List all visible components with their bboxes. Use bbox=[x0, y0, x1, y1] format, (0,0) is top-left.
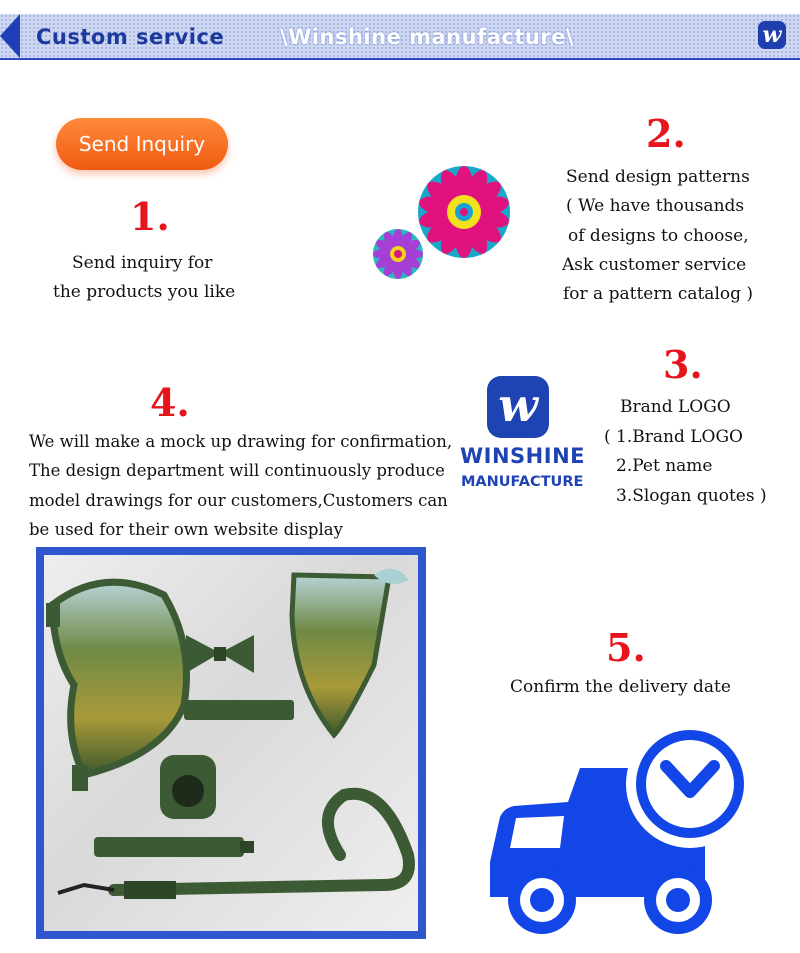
winshine-logo-icon: w bbox=[487, 376, 549, 438]
winshine-logo-name: WINSHINE bbox=[460, 444, 585, 468]
step1-line-2: the products you like bbox=[53, 282, 236, 302]
step4-line-4: be used for their own website display bbox=[29, 520, 343, 539]
step3-number: 3. bbox=[663, 342, 703, 387]
step3-line-1: Brand LOGO bbox=[620, 397, 731, 417]
pet-harness-set-image bbox=[44, 555, 418, 931]
step5-line-1: Confirm the delivery date bbox=[510, 677, 731, 697]
step3-line-4: 3.Slogan quotes ) bbox=[616, 486, 767, 506]
step2-line-4: Ask customer service bbox=[562, 255, 747, 275]
step5-number: 5. bbox=[606, 625, 646, 670]
step2-number: 2. bbox=[646, 111, 686, 156]
step4-line-2: The design department will continuously produce bbox=[29, 461, 445, 480]
flower-pattern-icon bbox=[370, 158, 515, 283]
step4-number: 4. bbox=[150, 380, 190, 425]
delivery-truck-icon bbox=[480, 722, 755, 937]
step3-line-2: ( 1.Brand LOGO bbox=[604, 427, 743, 447]
step3-line-3: 2.Pet name bbox=[616, 456, 713, 476]
step2-line-2: ( We have thousands bbox=[566, 196, 745, 216]
send-inquiry-button[interactable]: Send Inquiry bbox=[56, 118, 228, 170]
step1-line-1: Send inquiry for bbox=[72, 253, 213, 273]
step4-line-3: model drawings for our customers,Customers can bbox=[29, 491, 448, 510]
header-logo-icon: w bbox=[758, 21, 786, 49]
step2-line-1: Send design patterns bbox=[566, 167, 750, 187]
step2-line-3: of designs to choose, bbox=[568, 226, 749, 246]
header-winshine-title: \Winshine manufacture\ bbox=[280, 25, 575, 49]
header-divider bbox=[0, 58, 800, 60]
step1-number: 1. bbox=[130, 194, 170, 239]
header-custom-service: Custom service bbox=[36, 25, 225, 49]
step4-line-1: We will make a mock up drawing for confirmation, bbox=[29, 432, 453, 451]
winshine-logo-subtitle: MANUFACTURE bbox=[461, 474, 584, 490]
step2-line-5: for a pattern catalog ) bbox=[563, 284, 754, 304]
